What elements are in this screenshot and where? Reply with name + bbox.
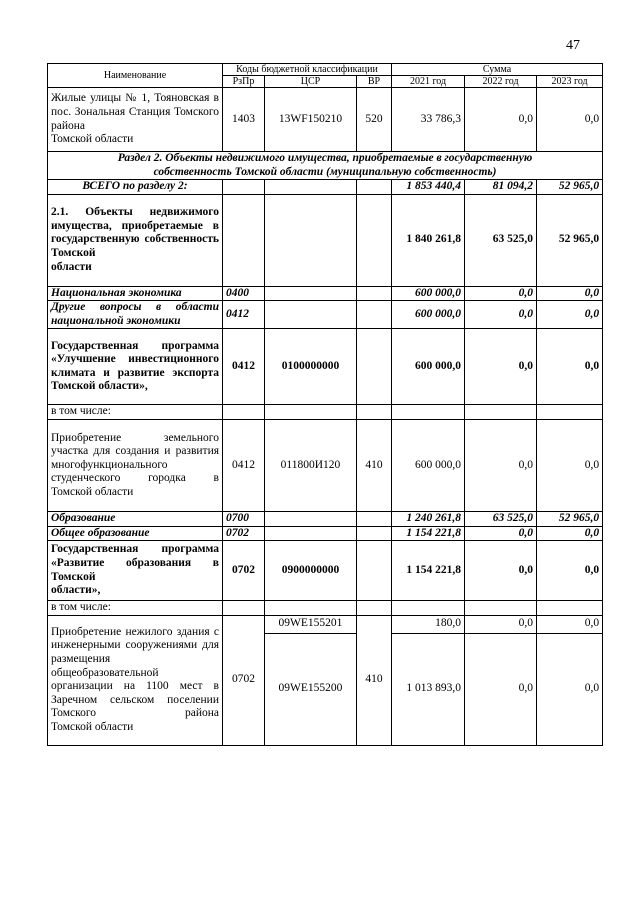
header-row-1 bbox=[48, 64, 603, 76]
row-2022: 0,0 bbox=[465, 419, 537, 511]
row-2022: 63 525,0 bbox=[465, 511, 537, 526]
row-rzpr: 0412 bbox=[223, 329, 265, 405]
table-row-other-economy bbox=[48, 301, 603, 329]
section-2-title-row bbox=[48, 152, 603, 180]
row-2021: 600 000,0 bbox=[392, 286, 465, 301]
row-name: Приобретение нежилого здания с инженерными сооружениями для размещения общеобразовательной организации на 1100 мест в Заречном сельском поселении Томского района Томской области bbox=[48, 615, 223, 745]
row-2023: 0,0 bbox=[537, 615, 603, 633]
row-csr: 13WF150210 bbox=[265, 88, 357, 152]
table-row-land bbox=[48, 419, 603, 511]
row-2022: 0,0 bbox=[465, 633, 537, 745]
table-row-subsection-2-1 bbox=[48, 194, 603, 286]
row-name: Образование bbox=[48, 511, 223, 526]
row-2021: 1 853 440,4 bbox=[392, 180, 465, 195]
row-2022: 0,0 bbox=[465, 329, 537, 405]
table-row-education bbox=[48, 511, 603, 526]
row-2022: 0,0 bbox=[465, 286, 537, 301]
row-2021: 600 000,0 bbox=[392, 419, 465, 511]
row-2021: 600 000,0 bbox=[392, 301, 465, 329]
header-name: Наименование bbox=[48, 64, 223, 88]
row-2022: 0,0 bbox=[465, 301, 537, 329]
row-name: Общее образование bbox=[48, 526, 223, 541]
row-name: Жилые улицы № 1, Тояновская в пос. Зональная Станция Томского района Томской области bbox=[48, 88, 223, 152]
row-2023: 0,0 bbox=[537, 633, 603, 745]
header-2021: 2021 год bbox=[392, 76, 465, 88]
row-2021: 1 240 261,8 bbox=[392, 511, 465, 526]
row-2021: 1 840 261,8 bbox=[392, 194, 465, 286]
table-row-total-section-2 bbox=[48, 180, 603, 195]
table-row-including-1 bbox=[48, 405, 603, 420]
row-2021: 1 154 221,8 bbox=[392, 526, 465, 541]
row-name: Национальная экономика bbox=[48, 286, 223, 301]
row-name: ВСЕГО по разделу 2: bbox=[48, 180, 223, 195]
row-2022: 0,0 bbox=[465, 615, 537, 633]
row-rzpr: 0700 bbox=[223, 511, 265, 526]
row-2021: 600 000,0 bbox=[392, 329, 465, 405]
row-name: Государственная программа «Развитие образования в Томской области», bbox=[48, 541, 223, 601]
table-row-program-education bbox=[48, 541, 603, 601]
header-rzpr: РзПр bbox=[223, 76, 265, 88]
header-sum: Сумма bbox=[392, 64, 603, 76]
row-2023: 0,0 bbox=[537, 88, 603, 152]
row-csr: 09WE155201 bbox=[265, 615, 357, 633]
section-2-title: Раздел 2. Объекты недвижимого имущества, приобретаемые в государственную собственность Томской области (муниципальную собственность) bbox=[48, 152, 603, 180]
row-vr: 410 bbox=[357, 419, 392, 511]
row-rzpr: 0702 bbox=[223, 615, 265, 745]
row-2022: 0,0 bbox=[465, 88, 537, 152]
row-2023: 52 965,0 bbox=[537, 511, 603, 526]
table-row-general-education bbox=[48, 526, 603, 541]
row-rzpr: 0702 bbox=[223, 526, 265, 541]
row-2021: 1 154 221,8 bbox=[392, 541, 465, 601]
table-row-national-economy bbox=[48, 286, 603, 301]
row-rzpr: 0702 bbox=[223, 541, 265, 601]
row-2023: 0,0 bbox=[537, 526, 603, 541]
header-codes: Коды бюджетной классификации bbox=[223, 64, 392, 76]
table-row-streets bbox=[48, 88, 603, 152]
table-row-including-2 bbox=[48, 601, 603, 616]
row-csr: 09WE155200 bbox=[265, 633, 357, 745]
row-name: в том числе: bbox=[48, 405, 223, 420]
header-2023: 2023 год bbox=[537, 76, 603, 88]
row-2023: 52 965,0 bbox=[537, 194, 603, 286]
row-2022: 0,0 bbox=[465, 541, 537, 601]
header-vr: ВР bbox=[357, 76, 392, 88]
row-2023: 0,0 bbox=[537, 286, 603, 301]
row-vr: 520 bbox=[357, 88, 392, 152]
row-2021: 33 786,3 bbox=[392, 88, 465, 152]
row-rzpr: 0400 bbox=[223, 286, 265, 301]
row-2022: 63 525,0 bbox=[465, 194, 537, 286]
budget-table bbox=[47, 63, 603, 746]
table-row-program-climate bbox=[48, 329, 603, 405]
header-csr: ЦСР bbox=[265, 76, 357, 88]
row-name: 2.1. Объекты недвижимого имущества, приобретаемые в государственную собственность Томской области bbox=[48, 194, 223, 286]
row-2022: 81 094,2 bbox=[465, 180, 537, 195]
row-name: Государственная программа «Улучшение инвестиционного климата и развитие экспорта Томской области», bbox=[48, 329, 223, 405]
row-name: Приобретение земельного участка для создания и развития многофункционального студенческого городка в Томской области bbox=[48, 419, 223, 511]
row-2023: 0,0 bbox=[537, 419, 603, 511]
row-2023: 52 965,0 bbox=[537, 180, 603, 195]
row-rzpr: 0412 bbox=[223, 301, 265, 329]
header-2022: 2022 год bbox=[465, 76, 537, 88]
table-row-building-part-a bbox=[48, 615, 603, 633]
row-vr: 410 bbox=[357, 615, 392, 745]
row-csr: 011800И120 bbox=[265, 419, 357, 511]
page-number: 47 bbox=[566, 38, 580, 53]
row-name: Другие вопросы в области национальной экономики bbox=[48, 301, 223, 329]
row-2021: 1 013 893,0 bbox=[392, 633, 465, 745]
row-rzpr: 1403 bbox=[223, 88, 265, 152]
row-2023: 0,0 bbox=[537, 541, 603, 601]
row-csr: 0100000000 bbox=[265, 329, 357, 405]
row-name: в том числе: bbox=[48, 601, 223, 616]
row-rzpr: 0412 bbox=[223, 419, 265, 511]
row-csr: 0900000000 bbox=[265, 541, 357, 601]
row-2023: 0,0 bbox=[537, 329, 603, 405]
row-2022: 0,0 bbox=[465, 526, 537, 541]
row-2021: 180,0 bbox=[392, 615, 465, 633]
row-2023: 0,0 bbox=[537, 301, 603, 329]
